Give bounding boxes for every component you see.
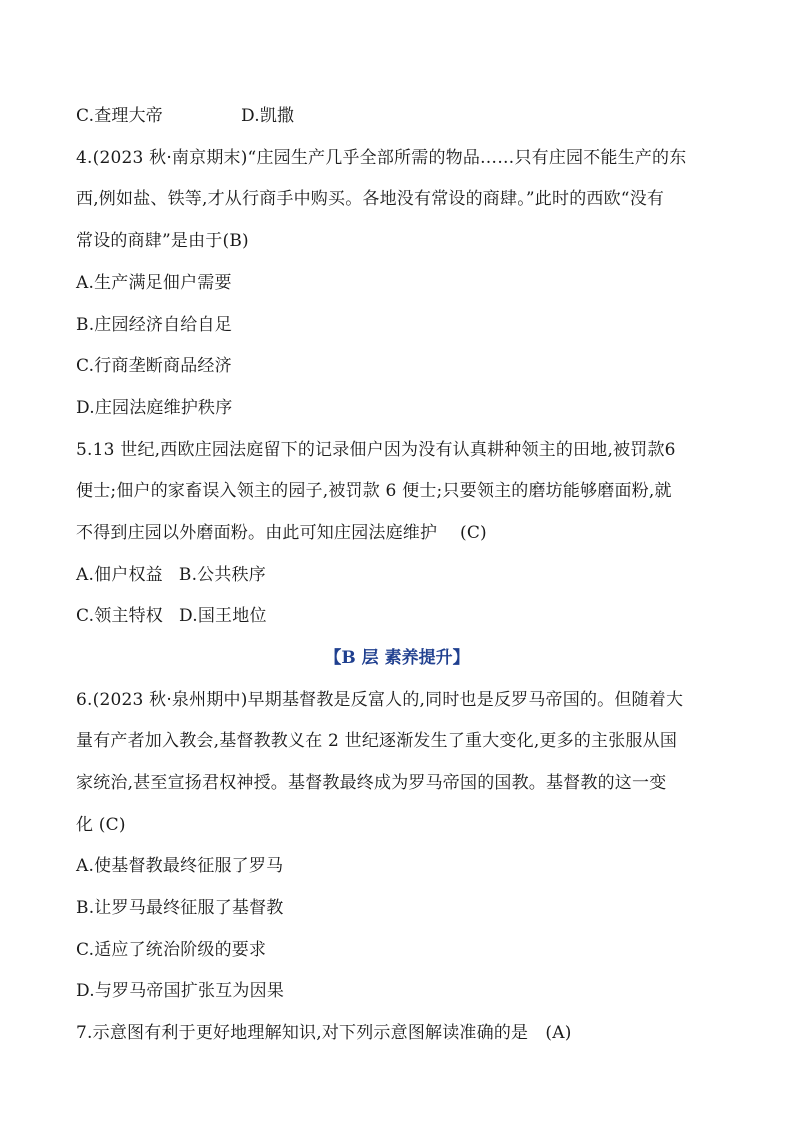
q7-stem-line-1: 7.示意图有利于更好地理解知识,对下列示意图解读准确的是 (A) <box>76 1023 572 1043</box>
q6-option-d: D.与罗马帝国扩张互为因果 <box>76 981 285 1001</box>
q6-option-c: C.适应了统治阶级的要求 <box>76 940 267 960</box>
q4-stem-line-2: 西,例如盐、铁等,才从行商手中购买。各地没有常设的商肆。”此时的西欧“没有 <box>76 189 665 209</box>
q5-option-d: D.国王地位 <box>179 606 267 626</box>
q4-stem-line-1: 4.(2023 秋·南京期末)“庄园生产几乎全部所需的物品……只有庄园不能生产的东 <box>76 148 687 168</box>
q5-options-cd <box>76 604 726 628</box>
q4-option-b: B.庄园经济自给自足 <box>76 315 232 335</box>
q4-option-c: C.行商垄断商品经济 <box>76 356 232 376</box>
q5-options-ab <box>76 563 726 587</box>
q6-option-b: B.让罗马最终征服了基督教 <box>76 898 284 918</box>
option-c: C.查理大帝 <box>76 106 164 126</box>
q6-stem-line-3: 家统治,甚至宣扬君权神授。基督教最终成为罗马帝国的国教。基督教的这一变 <box>76 773 667 793</box>
q6-stem-line-2: 量有产者加入教会,基督教教义在 2 世纪逐渐发生了重大变化,更多的主张服从国 <box>76 731 678 751</box>
q4-option-a: A.生产满足佃户需要 <box>76 273 232 293</box>
option-d: D.凯撒 <box>241 106 295 126</box>
q5-option-c: C.领主特权 <box>76 606 164 626</box>
q5-option-b: B.公共秩序 <box>178 565 266 585</box>
q6-option-a: A.使基督教最终征服了罗马 <box>76 856 284 876</box>
q5-stem-line-1: 5.13 世纪,西欧庄园法庭留下的记录佃户因为没有认真耕种领主的田地,被罚款6 <box>76 440 676 460</box>
q4-option-d: D.庄园法庭维护秩序 <box>76 398 233 418</box>
section-header-b-level: 【B 层 素养提升】 <box>324 648 470 668</box>
q6-stem-line-4: 化 (C) <box>76 815 126 835</box>
q4-stem-line-3: 常设的商肆”是由于(B) <box>76 231 249 251</box>
q5-option-a: A.佃户权益 <box>76 565 163 585</box>
q5-stem-line-2: 便士;佃户的家畜误入领主的园子,被罚款 6 便士;只要领主的磨坊能够磨面粉,就 <box>76 481 672 501</box>
q5-stem-line-3: 不得到庄园以外磨面粉。由此可知庄园法庭维护 (C) <box>76 523 487 543</box>
q6-stem-line-1: 6.(2023 秋·泉州期中)早期基督教是反富人的,同时也是反罗马帝国的。但随着大 <box>76 690 684 710</box>
q3-options-cd <box>76 104 726 128</box>
